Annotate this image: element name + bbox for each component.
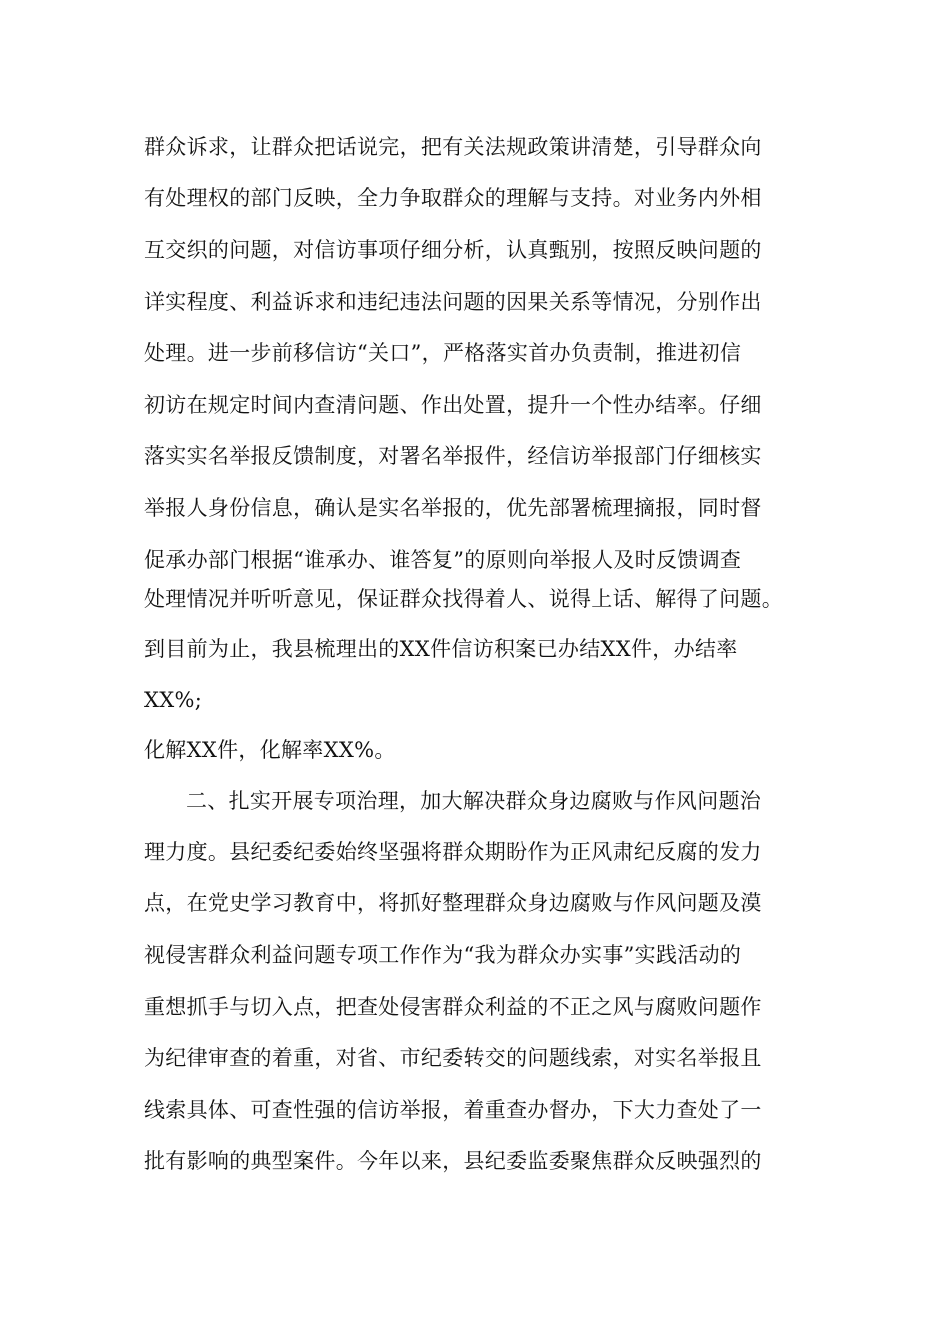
body-text-line: 批有影响的典型案件。今年以来，县纪委监委聚焦群众反映强烈的 xyxy=(144,1149,762,1173)
body-text-line: 线索具体、可查性强的信访举报，着重查办督办，下大力查处了一 xyxy=(144,1098,762,1122)
body-text-line: 视侵害群众利益问题专项工作作为“我为群众办实事”实践活动的 xyxy=(144,943,742,967)
body-text-line: 处理。进一步前移信访“关口”，严格落实首办负责制，推进初信 xyxy=(144,341,742,365)
body-text-line: 有处理权的部门反映，全力争取群众的理解与支持。对业务内外相 xyxy=(144,186,762,210)
body-text-line: XX%; xyxy=(144,688,203,712)
body-text-line: 理力度。县纪委纪委始终坚强将群众期盼作为正风肃纪反腐的发力 xyxy=(144,840,762,864)
body-text-line: 互交织的问题，对信访事项仔细分析，认真甄别，按照反映问题的 xyxy=(144,238,762,262)
body-text-line: 落实实名举报反馈制度，对署名举报件，经信访举报部门仔细核实 xyxy=(144,444,762,468)
body-text-line: 详实程度、利益诉求和违纪违法问题的因果关系等情况，分别作出 xyxy=(144,290,762,314)
body-text-line: 为纪律审查的着重，对省、市纪委转交的问题线索，对实名举报且 xyxy=(144,1046,762,1070)
body-text-line: 促承办部门根据“谁承办、谁答复”的原则向举报人及时反馈调查 xyxy=(144,548,742,572)
body-text-line: 举报人身份信息，确认是实名举报的，优先部署梳理摘报，同时督 xyxy=(144,496,762,520)
section-heading-line: 二、扎实开展专项治理，加大解决群众身边腐败与作风问题治 xyxy=(186,789,762,813)
body-text-line: 化解XX件，化解率XX%。 xyxy=(144,738,396,762)
body-text-line: 初访在规定时间内查清问题、作出处置，提升一个性办结率。仔细 xyxy=(144,393,762,417)
body-text-line: 群众诉求，让群众把话说完，把有关法规政策讲清楚，引导群众向 xyxy=(144,135,762,159)
body-text-line: 到目前为止，我县梳理出的XX件信访积案已办结XX件，办结率 xyxy=(144,637,738,661)
body-text-line: 重想抓手与切入点，把查处侵害群众利益的不正之风与腐败问题作 xyxy=(144,995,762,1019)
body-text-line: 点，在党史学习教育中，将抓好整理群众身边腐败与作风问题及漠 xyxy=(144,891,762,915)
body-text-line: 处理情况并听听意见，保证群众找得着人、说得上话、解得了问题。 xyxy=(144,587,783,611)
